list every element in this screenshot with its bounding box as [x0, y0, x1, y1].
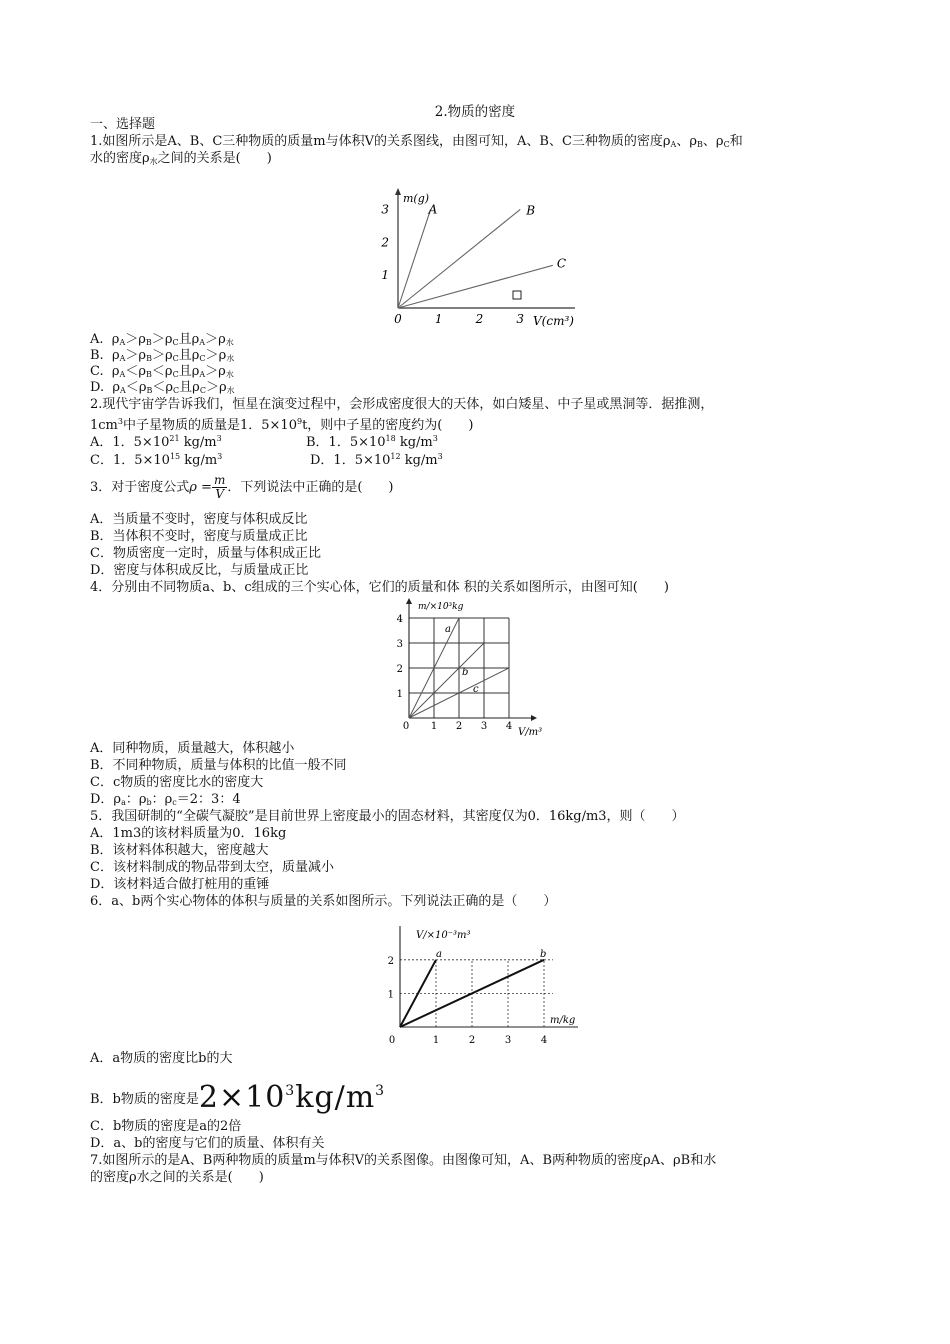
x-tick-label: 1 — [432, 1035, 440, 1046]
q3-option-c[interactable]: C．物质密度一定时，质量与体积成正比 — [90, 546, 321, 561]
q1-y-label: m(g) — [403, 192, 430, 205]
q6-option-c[interactable]: C．b物质的密度是a的2倍 — [90, 1119, 242, 1134]
x-tick-label: 2 — [475, 312, 484, 326]
q3-option-a[interactable]: A．当质量不变时，密度与体积成反比 — [90, 512, 308, 527]
q6-option-d[interactable]: D．a、b的密度与它们的质量、体积有关 — [90, 1136, 325, 1151]
section-heading: 一、选择题 — [90, 117, 156, 132]
x-tick-label: 2 — [455, 721, 463, 732]
series-label-C: C — [556, 256, 567, 271]
series-label-b: b — [540, 948, 547, 960]
q7-stem-line2: 的密度ρ水之间的关系是( ) — [90, 1170, 264, 1185]
q3-option-b[interactable]: B．当体积不变时，密度与质量成正比 — [90, 529, 308, 544]
q6-density-formula: $2\times 10^3kg/m^3$ — [198, 1080, 386, 1115]
y-tick-label: 2 — [387, 955, 394, 967]
q2-stem-line1: 2.现代宇宙学告诉我们，恒星在演变过程中，会形成密度很大的天体，如白矮星、中子星或黑洞等．据推测， — [90, 397, 714, 412]
q2-stem-line2: $1cm^3$中子星物质的质量是1．$5\times 10^9t$，则中子星的密度约为( ) — [90, 417, 474, 433]
q6-y-label: V/×10⁻³m³ — [416, 930, 471, 941]
series-label-B: B — [526, 203, 536, 218]
y-tick-label: 3 — [381, 202, 389, 217]
q1-option-b[interactable]: B. $\rho_A>\rho_B>\rho_C$且$\rho_C>\rho_水$ — [90, 348, 235, 363]
y-tick-label: 2 — [396, 664, 403, 675]
q3-stem: 3．对于密度公式ρ = $\frac{m}{V}$ ．下列说法中正确的是( ) — [90, 473, 394, 501]
page-title: 2.物质的密度 — [434, 104, 516, 120]
q2-option-b[interactable]: B．1．$5\times 10^{18}$ $kg/m^3$ — [306, 434, 438, 450]
x-tick-label: 1 — [434, 312, 443, 326]
x-tick-label: 4 — [505, 721, 513, 732]
x-tick-label: 0 — [394, 312, 402, 326]
q5-stem: 5．我国研制的“全碳气凝胶”是目前世界上密度最小的固态材料，其密度仅为0．16kg/m3，则（ ） — [90, 809, 685, 824]
series-label-a: a — [445, 624, 451, 635]
q2-option-d[interactable]: D．1．$5\times 10^{12}$ $kg/m^3$ — [310, 452, 443, 468]
x-tick-label: 2 — [468, 1035, 476, 1046]
q6-x-label: m/kg — [550, 1015, 576, 1026]
series-line-C — [398, 265, 553, 308]
x-tick-label: 0 — [388, 1035, 396, 1046]
y-tick-label: 2 — [381, 235, 389, 250]
series-label-b: b — [462, 667, 469, 678]
x-tick-label: 0 — [402, 721, 410, 732]
q1-option-d[interactable]: D. $\rho_A<\rho_B<\rho_C$且$\rho_C>\rho_水$ — [90, 380, 235, 395]
q1-chart — [370, 188, 585, 333]
q4-option-c[interactable]: C．c物质的密度比水的密度大 — [90, 775, 264, 790]
q3-rho-eq: ρ = — [189, 480, 212, 495]
q4-y-label: m/×10³kg — [418, 602, 464, 612]
q1-option-c[interactable]: C. $\rho_A<\rho_B<\rho_C$且$\rho_A>\rho_水$ — [90, 364, 234, 379]
series-line-A — [398, 209, 431, 308]
q5-option-d[interactable]: D．该材料适合做打桩用的重锤 — [90, 877, 270, 892]
q6-stem: 6．a、b两个实心物体的体积与质量的关系如图所示。下列说法正确的是（ ） — [90, 894, 557, 909]
q2-option-c[interactable]: C．1．$5\times 10^{15}$ $kg/m^3$ — [90, 452, 223, 468]
x-tick-label: 3 — [504, 1035, 512, 1046]
series-line-b — [409, 643, 484, 718]
q6-option-b[interactable]: B．b物质的密度是$2\times 10^3kg/m^3$ — [90, 1080, 386, 1115]
q7-stem-line1: 7.如图所示的是A、B两种物质的质量m与体积V的关系图像。由图像可知，A、B两种物质的密度ρA、ρB和水 — [90, 1153, 717, 1168]
y-tick-label: 4 — [396, 614, 403, 625]
q5-option-c[interactable]: C．该材料制成的物品带到太空，质量减小 — [90, 860, 334, 875]
q1-stem-line1: 1.如图所示是A、B、C三种物质的质量m与体积V的关系图线，由图可知，A、B、C三种物质的密度$\rho_A$、$\rho_B$、$\rho_C$和 — [90, 134, 743, 149]
q5-option-a[interactable]: A．1m3的该材料质量为0．16kg — [90, 826, 287, 841]
q1-x-label: V(cm³) — [533, 314, 574, 328]
q5-option-b[interactable]: B．该材料体积越大，密度越大 — [90, 843, 269, 858]
y-tick-label: 1 — [387, 989, 394, 1001]
q6-option-a[interactable]: A．a物质的密度比b的大 — [90, 1051, 233, 1066]
q3-formula-fraction: $\frac{m}{V}$ — [213, 473, 226, 501]
q3-option-d[interactable]: D．密度与体积成反比，与质量成正比 — [90, 563, 309, 578]
x-tick-label: 4 — [540, 1035, 548, 1046]
q4-stem: 4．分别由不同物质a、b、c组成的三个实心体，它们的质量和体 积的关系如图所示，由图可知( ) — [90, 580, 669, 595]
y-tick-label: 1 — [396, 689, 403, 700]
x-tick-label: 3 — [516, 312, 525, 326]
q1-option-a[interactable]: A. $\rho_A>\rho_B>\rho_C$且$\rho_A>\rho_水$ — [90, 332, 234, 347]
series-label-A: A — [428, 202, 438, 217]
x-tick-label: 1 — [430, 721, 438, 732]
q1-stem-line2: 水的密度$\rho_水$之间的关系是( ) — [90, 151, 272, 166]
q4-option-d[interactable]: D．$\rho_a$：$\rho_b$：$\rho_c=2$：3：4 — [90, 792, 241, 807]
series-label-c: c — [473, 684, 479, 695]
y-tick-label: 1 — [381, 268, 389, 283]
series-line-B — [398, 209, 520, 308]
q1-marker-square — [513, 291, 521, 299]
x-tick-label: 3 — [480, 721, 488, 732]
q4-x-label: V/m³ — [518, 727, 543, 738]
q4-option-b[interactable]: B．不同种物质，质量与体积的比值一般不同 — [90, 758, 347, 773]
y-tick-label: 3 — [396, 639, 403, 650]
q6-chart — [378, 922, 588, 1050]
q2-option-a[interactable]: A．1．$5\times 10^{21}$ $kg/m^3$ — [90, 434, 222, 450]
q4-option-a[interactable]: A．同种物质，质量越大，体积越小 — [90, 741, 295, 756]
series-label-a: a — [436, 948, 442, 960]
q4-chart — [385, 598, 550, 740]
